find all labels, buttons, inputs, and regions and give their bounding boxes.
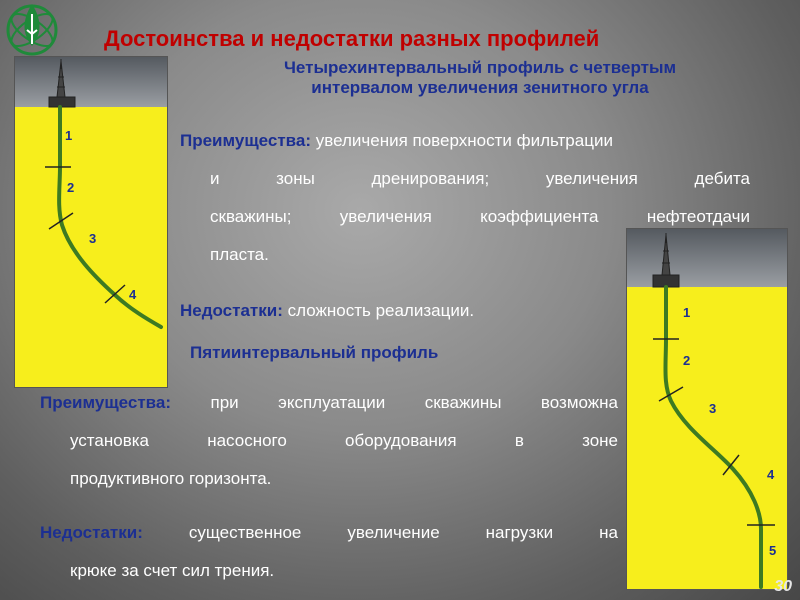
interval-label: 1 bbox=[683, 305, 691, 320]
interval-label: 1 bbox=[65, 128, 73, 143]
advantages-text: установка насосного оборудования в зоне bbox=[70, 431, 618, 450]
interval-label: 3 bbox=[89, 231, 97, 246]
interval-label: 4 bbox=[129, 287, 137, 302]
interval-label: 2 bbox=[683, 353, 691, 368]
disadvantages-label: Недостатки: bbox=[180, 301, 283, 320]
five-interval-profile-diagram bbox=[626, 228, 788, 590]
disadvantages-text: сложность реализации. bbox=[287, 301, 475, 320]
five-interval-heading: Пятиинтервальный профиль bbox=[190, 343, 439, 362]
adv-line-3 bbox=[180, 198, 750, 236]
four-interval-disadvantages bbox=[180, 292, 620, 330]
five-interval-advantages bbox=[40, 384, 618, 498]
company-logo bbox=[0, 0, 64, 60]
interval-label: 3 bbox=[709, 401, 717, 416]
section-subtitle bbox=[200, 58, 760, 98]
advantages-label: Преимущества: bbox=[40, 393, 172, 412]
well-path bbox=[665, 287, 761, 587]
adv-line-4 bbox=[180, 236, 750, 274]
dis-line-2 bbox=[40, 552, 618, 590]
adv-line-1 bbox=[40, 384, 618, 422]
adv-line-2 bbox=[180, 160, 750, 198]
four-interval-profile-diagram bbox=[14, 56, 168, 388]
advantages-text: и зоны дренирования; увеличения дебита bbox=[210, 169, 750, 188]
advantages-text: продуктивного горизонта. bbox=[70, 469, 272, 488]
disadvantages-text: существенное увеличение нагрузки на bbox=[188, 523, 618, 542]
four-interval-advantages bbox=[180, 122, 750, 274]
page-title: Достоинства и недостатки разных профилей bbox=[104, 26, 600, 51]
advantages-text: скважины; увеличения коэффициента нефтеотдачи bbox=[210, 207, 750, 226]
advantages-label: Преимущества: bbox=[180, 131, 312, 150]
adv-line-1 bbox=[180, 122, 750, 160]
disadvantages-label: Недостатки: bbox=[40, 523, 143, 542]
slide-number: 30 bbox=[774, 578, 792, 595]
dis-line-1 bbox=[40, 514, 618, 552]
subtitle-line-1: Четырехинтервальный профиль с четвертым bbox=[283, 58, 677, 77]
disadvantages-text: крюке за счет сил трения. bbox=[70, 561, 275, 580]
interval-label: 5 bbox=[769, 543, 777, 558]
advantages-text: пласта. bbox=[210, 245, 269, 264]
five-interval-disadvantages bbox=[40, 514, 618, 590]
adv-line-3 bbox=[40, 460, 618, 498]
advantages-text: при эксплуатации скважины возможна bbox=[210, 393, 618, 412]
adv-line-2 bbox=[40, 422, 618, 460]
well-path bbox=[59, 107, 161, 327]
interval-label: 4 bbox=[767, 467, 775, 482]
subtitle-line-2: интервалом увеличения зенитного угла bbox=[311, 78, 649, 97]
advantages-text: увеличения поверхности фильтрации bbox=[315, 131, 613, 150]
interval-label: 2 bbox=[67, 180, 75, 195]
sky-area bbox=[15, 57, 167, 107]
